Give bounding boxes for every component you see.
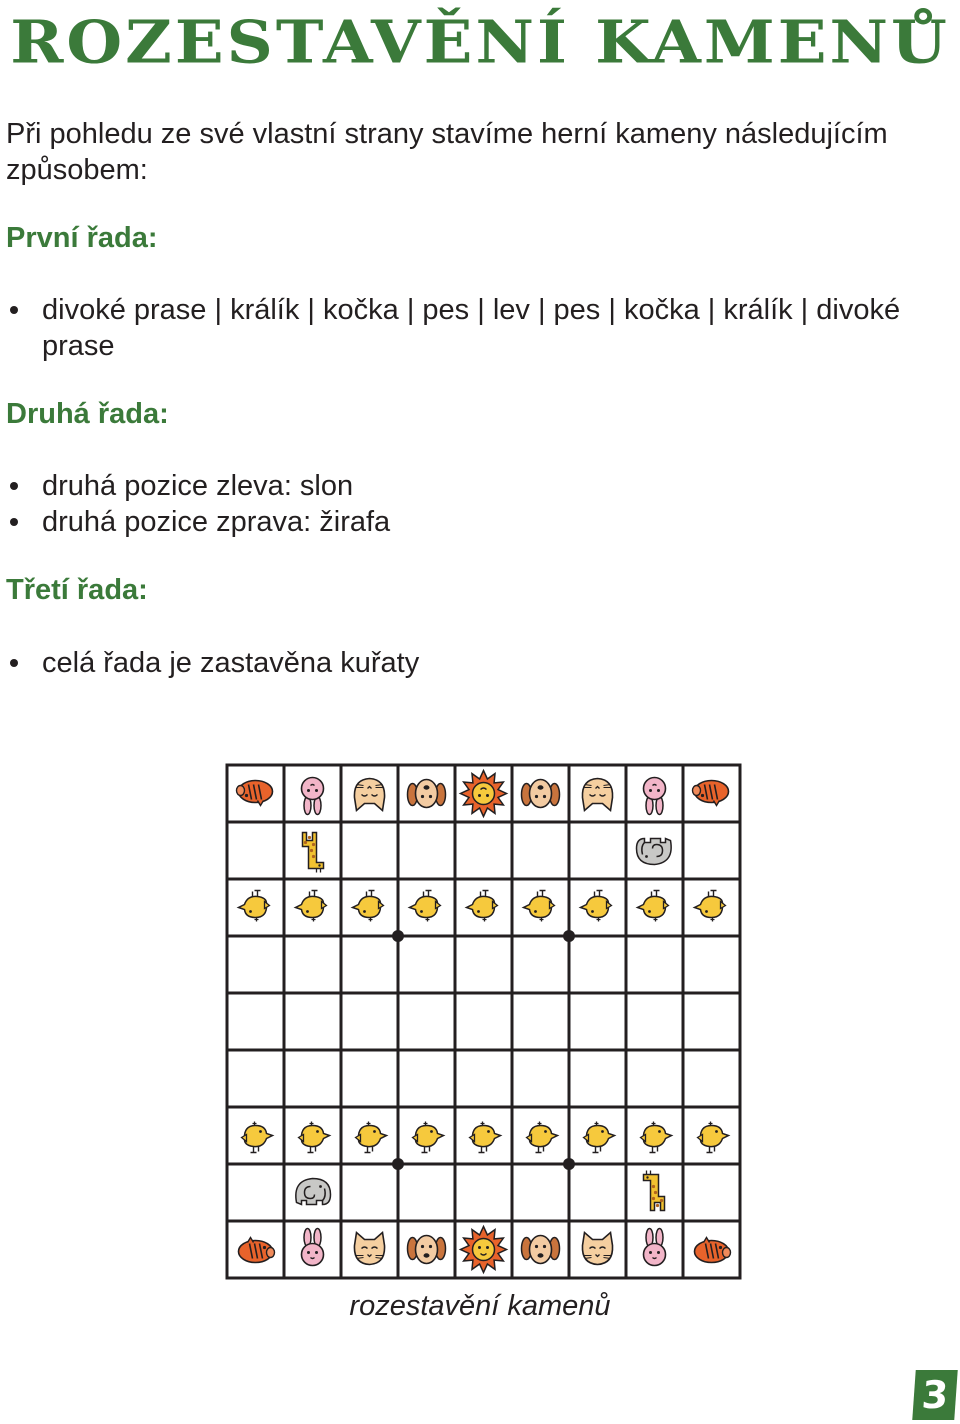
board-cell [626,1050,683,1107]
board-cell [227,822,284,879]
piece-dog-icon [522,1236,560,1264]
board-cell [398,1164,455,1221]
board-cell [683,936,740,993]
board-cell [284,993,341,1050]
board-cell [512,1050,569,1107]
piece-dog-icon [408,780,446,808]
piece-elephant-icon [296,1179,331,1205]
board-cell [569,1164,626,1221]
board-cell [626,993,683,1050]
board-cell [683,1164,740,1221]
board-cell [398,1050,455,1107]
intersection-dot [392,930,404,942]
list-item: divoké prase | králík | kočka | pes | lev | pes | kočka | králík | divoké prase [6,292,906,364]
board-cell [512,993,569,1050]
board-cell [341,936,398,993]
board-cell [569,993,626,1050]
board-cell [455,1050,512,1107]
first-row-list [6,292,906,364]
board-cell [284,1050,341,1107]
board-cell [569,822,626,879]
board-cell [683,993,740,1050]
list-item: druhá pozice zleva: slon [6,468,906,504]
board-cell [455,822,512,879]
board-cell [569,936,626,993]
piece-elephant-icon [637,839,672,865]
intro-text: Při pohledu ze své vlastní strany stavíme herní kameny následujícím způsobem: [6,118,888,186]
board-cell [512,1164,569,1221]
board-cell [227,1164,284,1221]
second-row-list [6,468,906,540]
board-caption: rozestavění kamenů [349,1290,611,1322]
board-cell [341,822,398,879]
section-heading-second-row: Druhá řada: [6,398,169,430]
game-board [224,762,742,1280]
board-cell [455,936,512,993]
board-cell [341,1050,398,1107]
board-cell [227,1050,284,1107]
board-diagram [224,762,742,1280]
board-cell [341,993,398,1050]
section-heading-third-row: Třetí řada: [6,574,148,606]
board-cell [455,1164,512,1221]
board-cell [227,993,284,1050]
board-cell [569,1050,626,1107]
board-cell [626,936,683,993]
board-cell [683,1050,740,1107]
board-cell [398,936,455,993]
board-cell [512,936,569,993]
intersection-dot [563,1158,575,1170]
board-cell [341,1164,398,1221]
list-item: druhá pozice zprava: žirafa [6,504,906,540]
intersection-dot [392,1158,404,1170]
page-title: ROZESTAVĚNÍ KAMENŮ [10,8,950,77]
list-item: celá řada je zastavěna kuřaty [6,645,906,681]
third-row-list [6,645,906,681]
section-heading-first-row: První řada: [6,222,158,254]
board-cell [284,936,341,993]
piece-dog-icon [408,1236,446,1264]
board-cell [398,993,455,1050]
board-cell [227,936,284,993]
board-cell [398,822,455,879]
intersection-dot [563,930,575,942]
page-number: 3 [912,1370,957,1420]
piece-dog-icon [522,780,560,808]
board-cell [512,822,569,879]
board-cell [683,822,740,879]
board-cell [455,993,512,1050]
